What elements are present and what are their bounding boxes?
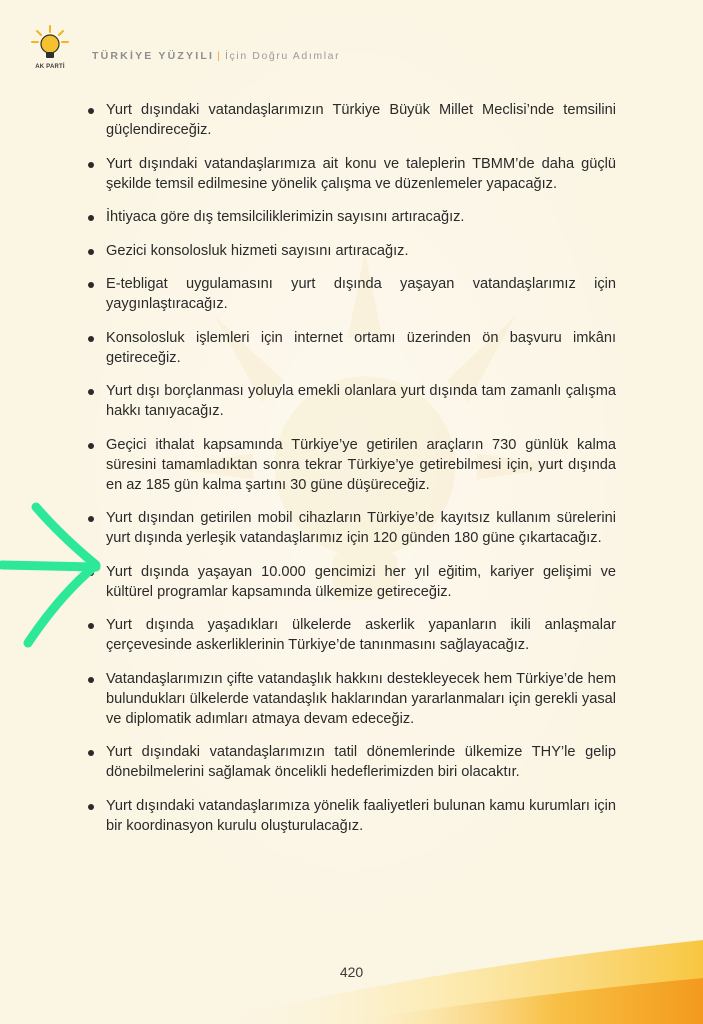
series-title-strong: TÜRKİYE YÜZYILI (92, 50, 215, 62)
list-item (86, 100, 616, 140)
series-title-separator: | (217, 50, 223, 62)
series-title (92, 50, 340, 62)
bullet-dot-icon (88, 162, 94, 168)
list-item (86, 241, 616, 261)
list-item-text: İhtiyaca göre dış temsilciliklerimizin sayısını artıracağız. (106, 209, 465, 225)
logo-caption: AK PARTİ (35, 64, 65, 70)
list-item (86, 508, 616, 548)
page-number: 420 (339, 964, 364, 980)
decorative-swoosh (0, 900, 703, 1024)
list-item (86, 207, 616, 227)
bullet-list (86, 100, 616, 836)
list-item-text: Vatandaşlarımızın çifte vatandaşlık hakkını destekleyecek hem Türkiye’de hem bulundukları ülkelerde vatandaşlık haklarından yararlanmaları için gerekli yasal ve diplomatik adımları atmaya devam edeceğiz. (106, 670, 616, 727)
list-item (86, 274, 616, 314)
series-title-rest: İçin Doğru Adımlar (225, 50, 341, 62)
list-item-text: Yurt dışında yaşadıkları ülkelerde askerlik yapanların ikili anlaşmalar çerçevesinde askerliklerinin Türkiye’de tanınmasını sağlayacağız. (106, 617, 616, 653)
list-item-text: Yurt dışındaki vatandaşlarımıza ait konu ve taleplerin TBMM’de daha güçlü şekilde temsil edilmesine yönelik çalışma ve düzenlemeler yapacağız. (106, 155, 616, 192)
list-item-text: Yurt dışından getirilen mobil cihazların Türkiye’de kayıtsız kullanım sürelerini yurt dışında yerleşik vatandaşlarımız için 120 günden 180 güne çıkartacağız. (106, 510, 616, 546)
lightbulb-logo-icon (30, 24, 70, 64)
bullet-dot-icon (88, 282, 94, 288)
list-item-text: Yurt dışı borçlanması yoluyla emekli olanlara yurt dışında tam zamanlı çalışma hakkı tanıyacağız. (106, 383, 616, 419)
list-item-text: Yurt dışındaki vatandaşlarımızın Türkiye Büyük Millet Meclisi’nde temsilini güçlendireceğiz. (106, 102, 616, 138)
bullet-dot-icon (88, 336, 94, 342)
list-item (86, 796, 616, 836)
list-item (86, 742, 616, 782)
list-item-text: Konsolosluk işlemleri için internet ortamı üzerinden ön başvuru imkânı getireceğiz. (106, 329, 616, 366)
list-item (86, 381, 616, 421)
list-item-text: Geçici ithalat kapsamında Türkiye’ye getirilen araçların 730 günlük kalma süresini tamamladıktan sonra tekrar Türkiye’ye getirebilmesi için, yurt dışında en az 185 gün kalma şartını 30 güne düşüreceğiz. (106, 436, 616, 493)
ak-parti-logo (30, 24, 70, 72)
bullet-dot-icon (88, 389, 94, 395)
list-item (86, 435, 616, 495)
bullet-dot-icon (88, 249, 94, 255)
bullet-dot-icon (88, 215, 94, 221)
list-item-text: Gezici konsolosluk hizmeti sayısını artıracağız. (106, 242, 409, 259)
list-item-text: E-tebligat uygulamasını yurt dışında yaşayan vatandaşlarımız için yaygınlaştıracağız. (106, 276, 616, 312)
list-item-text: Yurt dışında yaşayan 10.000 gencimizi her yıl eğitim, kariyer gelişimi ve kültürel programlar kapsamında ülkemize getireceğiz. (106, 563, 616, 600)
list-item (86, 669, 616, 729)
green-arrow-annotation-icon (0, 495, 110, 655)
list-item (86, 615, 616, 655)
bullet-dot-icon (88, 677, 94, 683)
bullet-dot-icon (88, 750, 94, 756)
bullet-dot-icon (88, 108, 94, 114)
bullet-dot-icon (88, 443, 94, 449)
list-item-text: Yurt dışındaki vatandaşlarımızın tatil dönemlerinde ülkemize THY’le gelip dönebilmelerini sağlamak öncelikli hedeflerimizden biri olacaktır. (106, 744, 616, 780)
list-item (86, 328, 616, 368)
list-item-text: Yurt dışındaki vatandaşlarımıza yönelik faaliyetleri bulunan kamu kurumları için bir koordinasyon kurulu oluşturulacağız. (106, 797, 616, 834)
list-item (86, 154, 616, 194)
list-item (86, 562, 616, 602)
bullet-dot-icon (88, 804, 94, 810)
page-header (30, 24, 70, 72)
main-content (86, 100, 616, 849)
